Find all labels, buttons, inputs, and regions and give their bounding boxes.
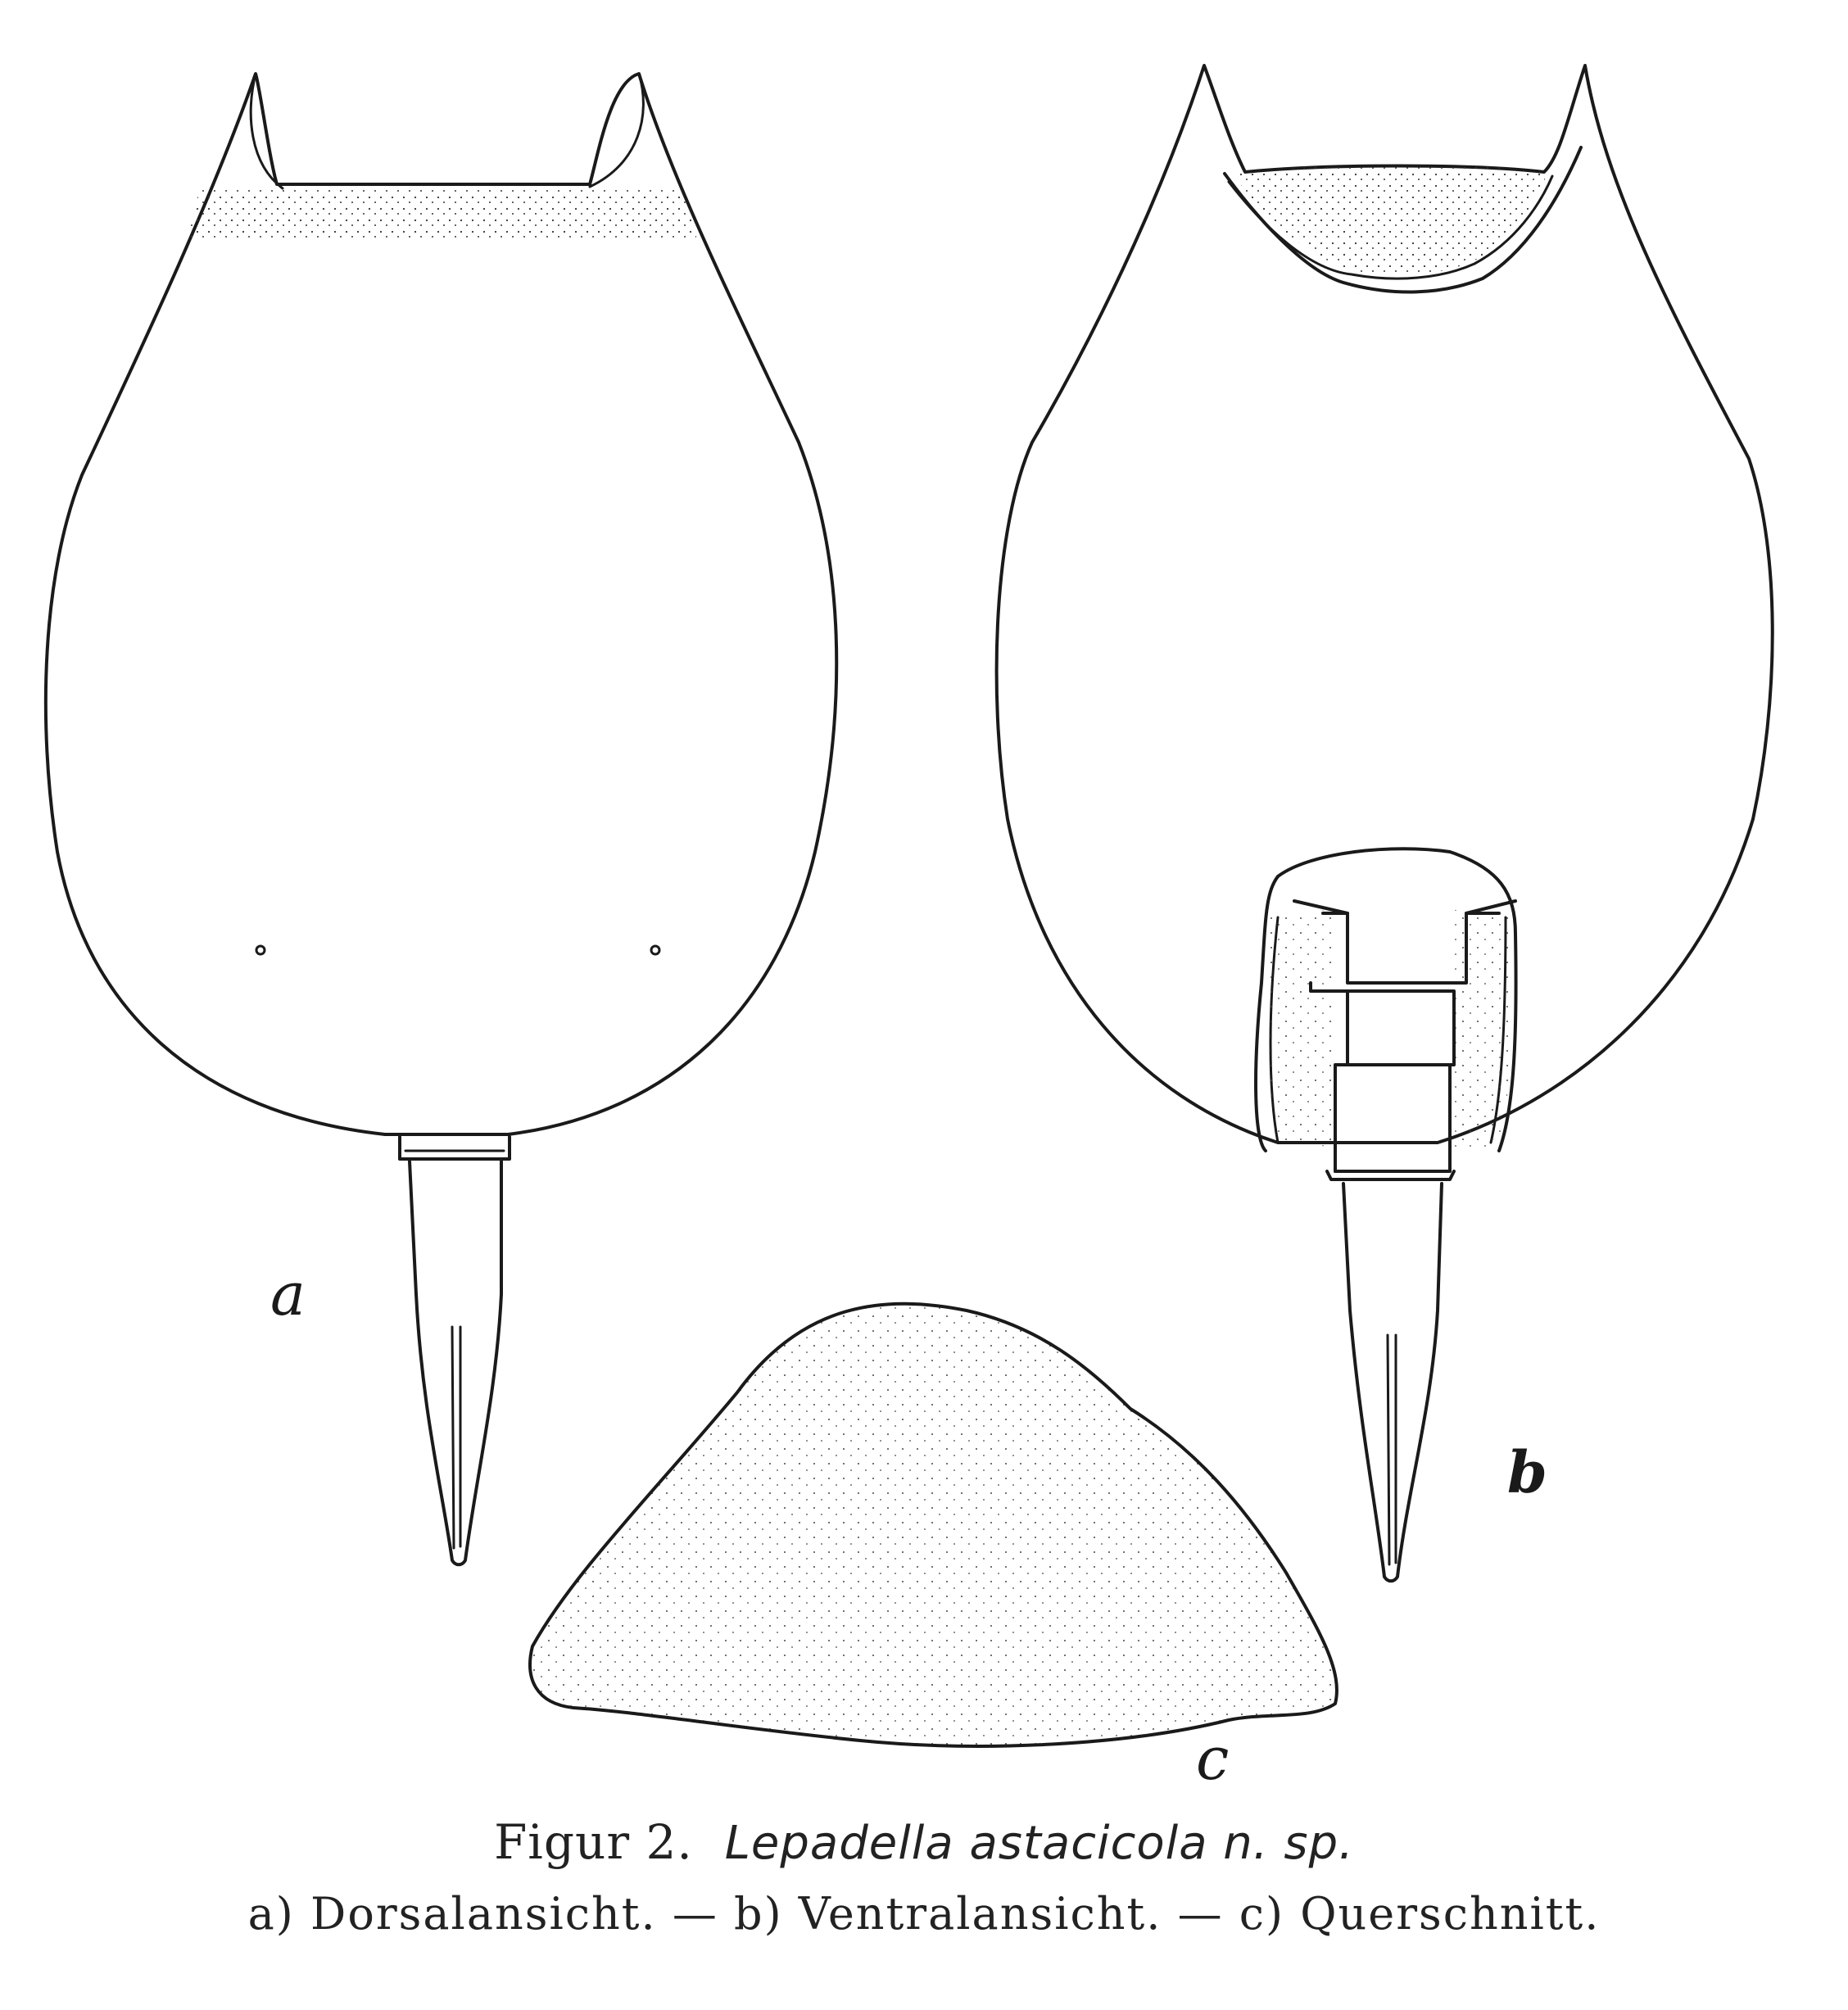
panel-a-dorsal-view xyxy=(46,74,836,1564)
figure-number: Figur 2. xyxy=(494,1814,693,1870)
panel-b-groove-stipple-right xyxy=(1450,909,1512,1147)
panel-b-foot-segment-3 xyxy=(1311,983,1454,1065)
panel-b-groove-stipple-left xyxy=(1267,909,1331,1147)
panel-c-fill xyxy=(530,1304,1337,1746)
panel-b-head-stipple xyxy=(1233,165,1548,275)
panel-c-cross-section xyxy=(530,1304,1337,1793)
panel-b-toe-inner xyxy=(1388,1335,1396,1564)
panel-a-pore-right xyxy=(651,946,659,954)
panel-a-pore-left xyxy=(256,946,265,954)
panel-b-foot-segment-4 xyxy=(1335,1065,1450,1171)
panel-b-ventral-view xyxy=(997,66,1773,1581)
panel-b-toe xyxy=(1343,1184,1442,1581)
panel-c-label: c xyxy=(1196,1724,1230,1793)
species-name: Lepadella astacicola n. sp. xyxy=(724,1817,1354,1870)
panel-a-stippled-band xyxy=(188,187,696,238)
panel-a-label: a xyxy=(270,1260,306,1329)
panel-b-label: b xyxy=(1507,1438,1547,1506)
panel-a-toe-inner xyxy=(452,1327,460,1548)
figure-caption-description: a) Dorsalansicht. — b) Ventralansicht. — c) Querschnitt. xyxy=(247,1888,1601,1940)
figure-caption-title xyxy=(0,1814,1848,1870)
panel-a-foot-segment xyxy=(400,1137,510,1159)
panel-a-toe xyxy=(410,1161,501,1564)
panel-a-head-sheath-right xyxy=(590,74,643,187)
